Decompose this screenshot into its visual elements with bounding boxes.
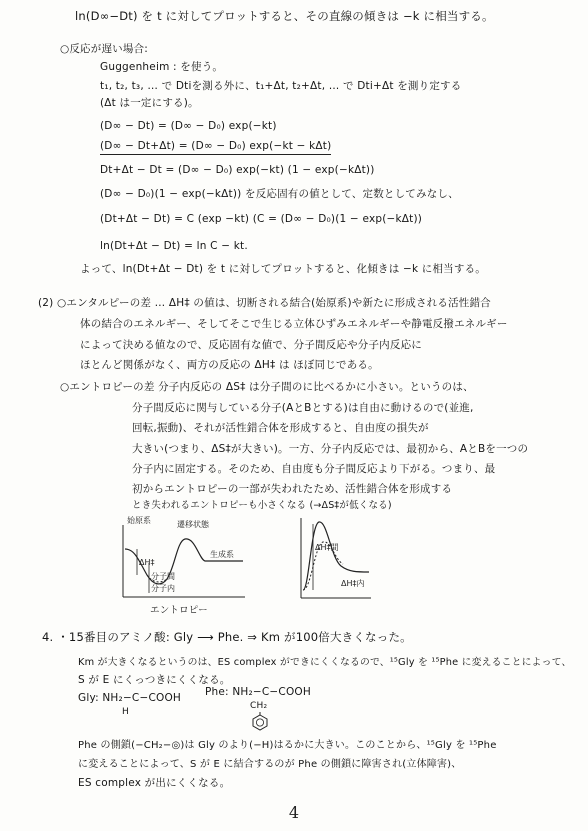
text-line: Phe の側鎖(−CH₂−◎)は Gly のより(−H)はるかに大きい。このことから、¹⁵Gly を ¹⁵Phe [78, 740, 497, 751]
equation: (D∞ − Dt) = (D∞ − D₀) exp(−kt) [100, 120, 277, 132]
label-intra: ΔH‡内 [341, 579, 365, 588]
section-heading: ○反応が遅い場合: [60, 43, 148, 55]
benzene-ring-icon [250, 712, 270, 732]
phe-structure: Phe: NH₂−C−COOH [205, 686, 311, 698]
energy-diagram-right [295, 510, 375, 605]
label-inter: ΔH‡間 [315, 543, 339, 552]
text-line: ○エントロピーの差 分子内反応の ΔS‡ は分子間のに比べるかに小さい。というのは、 [60, 381, 474, 393]
question-4-line: 4. ・15番目のアミノ酸: Gly ⟶ Phe. ⇒ Km が100倍大きくなった。 [42, 630, 412, 644]
equation: Dt+Δt − Dt = (D∞ − D₀) exp(−kt) (1 − exp(−kΔt)) [100, 164, 375, 176]
text-line: 回転,振動)、それが活性錯合体を形成すると、自由度の損失が [132, 422, 429, 434]
equation: (Dt+Δt − Dt) = C (exp −kt) (C = (D∞ − D₀)(1 − exp(−kΔt)) [100, 213, 423, 225]
energy-diagram-left [115, 515, 265, 615]
page-number: 4 [288, 803, 300, 822]
text-line: S が E にくっつきにくくなる。 [78, 674, 231, 686]
text-line: 分子内に固定する。そのため、自由度も分子間反応より下がる。つまり、最 [132, 463, 496, 475]
text-line: に変えることによって、S が E に結合するのが Phe の側鎖に障害され(立体障害)、 [78, 759, 462, 770]
gly-structure: Gly: NH₂−C−COOH [78, 692, 182, 704]
label-intra: 分子内 [151, 584, 175, 593]
equation: ln(Dt+Δt − Dt) = ln C − kt. [100, 240, 248, 252]
label-start: 始原系 [127, 516, 151, 525]
phe-substituent: CH₂ [250, 701, 268, 711]
text-line: 大きい(つまり、ΔS‡が大きい)。一方、分子内反応では、最初から、AとBを一つの [132, 443, 529, 455]
question-2-line: (2) ○エンタルピーの差 … ΔH‡ の値は、切断される結合(始原系)や新たに形成される活性錯合 [38, 297, 491, 309]
text-line: ほとんど関係がなく、両方の反応の ΔH‡ は ほぼ同じである。 [80, 359, 379, 371]
text-line: Km が大きくなるというのは、ES complex ができにくくなるので、¹⁵Gly を ¹⁵Phe に変えることによって、 [78, 657, 572, 668]
text-line: とき失われるエントロピーも小さくなる (→ΔS‡が低くなる) [132, 500, 392, 511]
text-line: ln(D∞−Dt) を t に対してプロットすると、その直線の傾きは −k に相当する。 [75, 9, 494, 23]
text-line: 初からエントロピーの一部が失われたため、活性錯合体を形成する [132, 483, 453, 495]
text-line: 分子間反応に関与している分子(AとBとする)は自由に動けるので(並進, [132, 402, 474, 414]
text-line: Guggenheim : を使う。 [100, 61, 224, 73]
equation: (D∞ − Dt+Δt) = (D∞ − D₀) exp(−kt − kΔt) [100, 140, 331, 155]
gly-substituent: H [122, 707, 129, 717]
label-inter: 分子間 [151, 572, 175, 581]
text-line: t₁, t₂, t₃, … で Dtiを測る外に、t₁+Δt, t₂+Δt, … で Dti+Δt を測り定する [100, 80, 462, 92]
label-product: 生成系 [210, 550, 234, 559]
label-dh: ΔH‡ [139, 558, 155, 567]
label-ts: 遷移状態 [177, 520, 209, 529]
text-line: (D∞ − D₀)(1 − exp(−kΔt)) を反応固有の値として、定数としてみなし、 [100, 188, 459, 200]
text-line: よって、ln(Dt+Δt − Dt) を t に対してプロットすると、化傾きは −k に相当する。 [80, 263, 486, 275]
diagram-caption: エントロピー [150, 605, 208, 616]
text-line: によって決める値なので、反応固有な値で、分子間反応や分子内反応に [80, 339, 422, 351]
text-line: ES complex が出にくくなる。 [78, 777, 231, 789]
text-line: 体の結合のエネルギー、そしてそこで生じる立体ひずみエネルギーや静電反撥エネルギー [80, 318, 508, 330]
text-line: (Δt は一定にする)。 [100, 97, 199, 109]
